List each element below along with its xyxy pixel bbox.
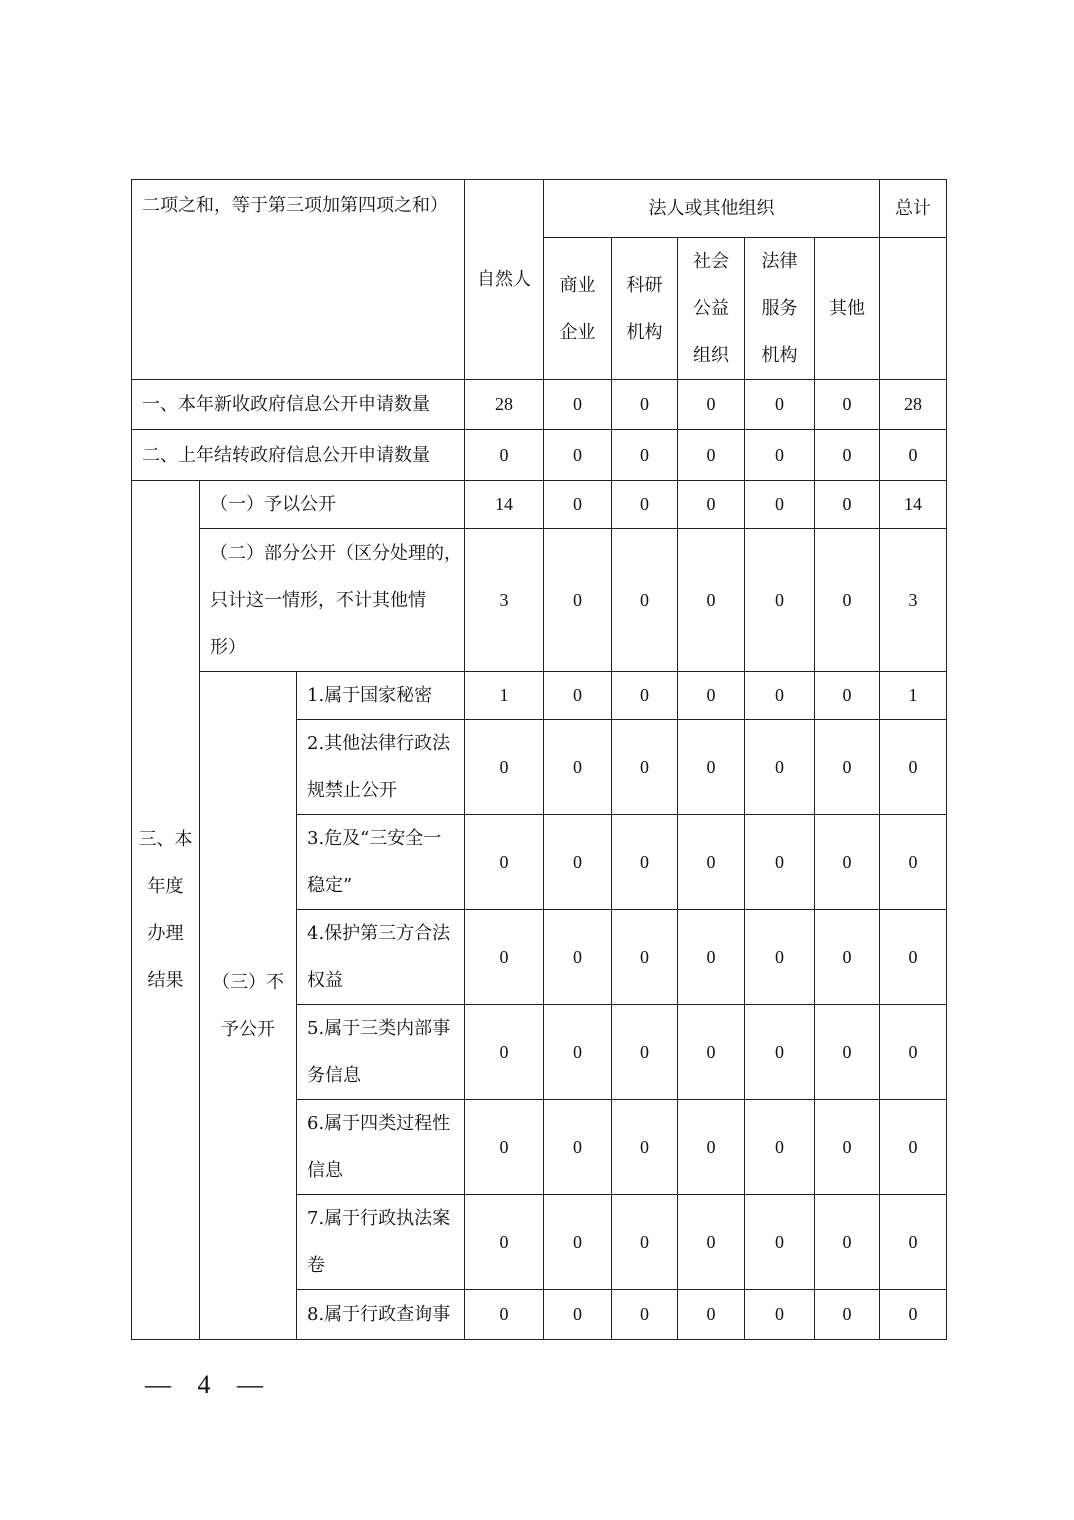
header-org-research: 科研 机构 [612, 238, 678, 380]
cell-value: 0 [745, 1290, 815, 1340]
cell-value: 0 [880, 720, 947, 815]
cell-value: 0 [678, 481, 745, 529]
cell-value: 0 [678, 720, 745, 815]
cell-value: 0 [612, 430, 678, 481]
cell-value: 0 [815, 672, 880, 720]
cell-value: 3 [465, 529, 544, 672]
cell-value: 0 [815, 481, 880, 529]
cell-value: 0 [544, 1195, 612, 1290]
cell-value: 0 [745, 720, 815, 815]
cell-value: 0 [544, 380, 612, 430]
cell-value: 0 [745, 815, 815, 910]
cell-value: 0 [612, 481, 678, 529]
cell-value: 0 [678, 380, 745, 430]
header-org-legal-service: 法律 服务 机构 [745, 238, 815, 380]
cell-value: 0 [815, 430, 880, 481]
cell-value: 0 [745, 672, 815, 720]
cell-value: 0 [880, 430, 947, 481]
cell-value: 0 [745, 1100, 815, 1195]
cell-value: 0 [880, 1195, 947, 1290]
not-open-label: （三）不 予公开 [200, 672, 297, 1340]
cell-value: 14 [880, 481, 947, 529]
cell-value: 0 [745, 1195, 815, 1290]
cell-value: 0 [612, 1195, 678, 1290]
cell-value: 0 [678, 1290, 745, 1340]
header-total-blank [880, 238, 947, 380]
cell-value: 0 [678, 430, 745, 481]
cell-value: 0 [815, 1005, 880, 1100]
cell-value: 0 [815, 815, 880, 910]
section3-label: 三、本 年度 办理 结果 [132, 481, 200, 1340]
header-total: 总计 [880, 180, 947, 238]
cell-value: 0 [880, 1100, 947, 1195]
cell-value: 0 [612, 672, 678, 720]
header-left-label: 二项之和，等于第三项加第四项之和） [132, 180, 465, 380]
cell-value: 0 [544, 481, 612, 529]
page-number: — 4 — [145, 1370, 273, 1399]
cell-value: 1 [465, 672, 544, 720]
header-org-group: 法人或其他组织 [544, 180, 880, 238]
row-label: 二、上年结转政府信息公开申请数量 [132, 430, 465, 481]
cell-value: 0 [544, 529, 612, 672]
cell-value: 28 [465, 380, 544, 430]
cell-value: 0 [745, 430, 815, 481]
row-label: 7.属于行政执法案 卷 [297, 1195, 465, 1290]
cell-value: 0 [544, 430, 612, 481]
cell-value: 0 [612, 529, 678, 672]
cell-value: 14 [465, 481, 544, 529]
cell-value: 0 [678, 1005, 745, 1100]
row-partial [132, 529, 947, 672]
cell-value: 0 [612, 1100, 678, 1195]
cell-value: 0 [465, 910, 544, 1005]
cell-value: 0 [612, 720, 678, 815]
header-org-business: 商业 企业 [544, 238, 612, 380]
row-label: 2.其他法律行政法 规禁止公开 [297, 720, 465, 815]
row-label: （一）予以公开 [200, 481, 465, 529]
cell-value: 0 [465, 1195, 544, 1290]
cell-value: 0 [745, 1005, 815, 1100]
cell-value: 0 [745, 481, 815, 529]
cell-value: 0 [465, 1005, 544, 1100]
cell-value: 3 [880, 529, 947, 672]
disclosure-stats-table [131, 179, 947, 1340]
row-label: 8.属于行政查询事 [297, 1290, 465, 1340]
cell-value: 28 [880, 380, 947, 430]
header-org-public-welfare: 社会 公益 组织 [678, 238, 745, 380]
cell-value: 0 [815, 380, 880, 430]
row-label: 1.属于国家秘密 [297, 672, 465, 720]
cell-value: 0 [745, 380, 815, 430]
row-label: 6.属于四类过程性 信息 [297, 1100, 465, 1195]
cell-value: 0 [544, 720, 612, 815]
row-not-open-item [132, 672, 947, 720]
cell-value: 0 [544, 910, 612, 1005]
row-label: 5.属于三类内部事 务信息 [297, 1005, 465, 1100]
row-label: 4.保护第三方合法 权益 [297, 910, 465, 1005]
row-open [132, 481, 947, 529]
cell-value: 0 [880, 815, 947, 910]
cell-value: 0 [745, 529, 815, 672]
cell-value: 0 [544, 815, 612, 910]
cell-value: 0 [880, 1005, 947, 1100]
cell-value: 0 [815, 720, 880, 815]
cell-value: 0 [815, 910, 880, 1005]
cell-value: 0 [544, 1005, 612, 1100]
cell-value: 0 [465, 1100, 544, 1195]
cell-value: 0 [678, 1100, 745, 1195]
header-natural-person: 自然人 [465, 180, 544, 380]
cell-value: 0 [465, 720, 544, 815]
cell-value: 0 [465, 815, 544, 910]
cell-value: 0 [612, 910, 678, 1005]
cell-value: 0 [678, 529, 745, 672]
cell-value: 0 [678, 1195, 745, 1290]
cell-value: 0 [678, 815, 745, 910]
cell-value: 0 [815, 1100, 880, 1195]
cell-value: 0 [678, 910, 745, 1005]
header-org-other: 其他 [815, 238, 880, 380]
cell-value: 0 [880, 910, 947, 1005]
row-label: 一、本年新收政府信息公开申请数量 [132, 380, 465, 430]
cell-value: 0 [465, 1290, 544, 1340]
cell-value: 0 [745, 910, 815, 1005]
cell-value: 0 [544, 672, 612, 720]
cell-value: 0 [612, 1005, 678, 1100]
cell-value: 0 [815, 1195, 880, 1290]
row-label: （二）部分公开（区分处理的， 只计这一情形，不计其他情 形） [200, 529, 465, 672]
cell-value: 0 [544, 1290, 612, 1340]
cell-value: 0 [678, 672, 745, 720]
row-new-requests [132, 380, 947, 430]
cell-value: 1 [880, 672, 947, 720]
row-label: 3.危及“三安全一 稳定” [297, 815, 465, 910]
cell-value: 0 [612, 1290, 678, 1340]
cell-value: 0 [815, 529, 880, 672]
cell-value: 0 [612, 815, 678, 910]
row-carried-over [132, 430, 947, 481]
cell-value: 0 [880, 1290, 947, 1340]
cell-value: 0 [815, 1290, 880, 1340]
cell-value: 0 [612, 380, 678, 430]
cell-value: 0 [465, 430, 544, 481]
cell-value: 0 [544, 1100, 612, 1195]
